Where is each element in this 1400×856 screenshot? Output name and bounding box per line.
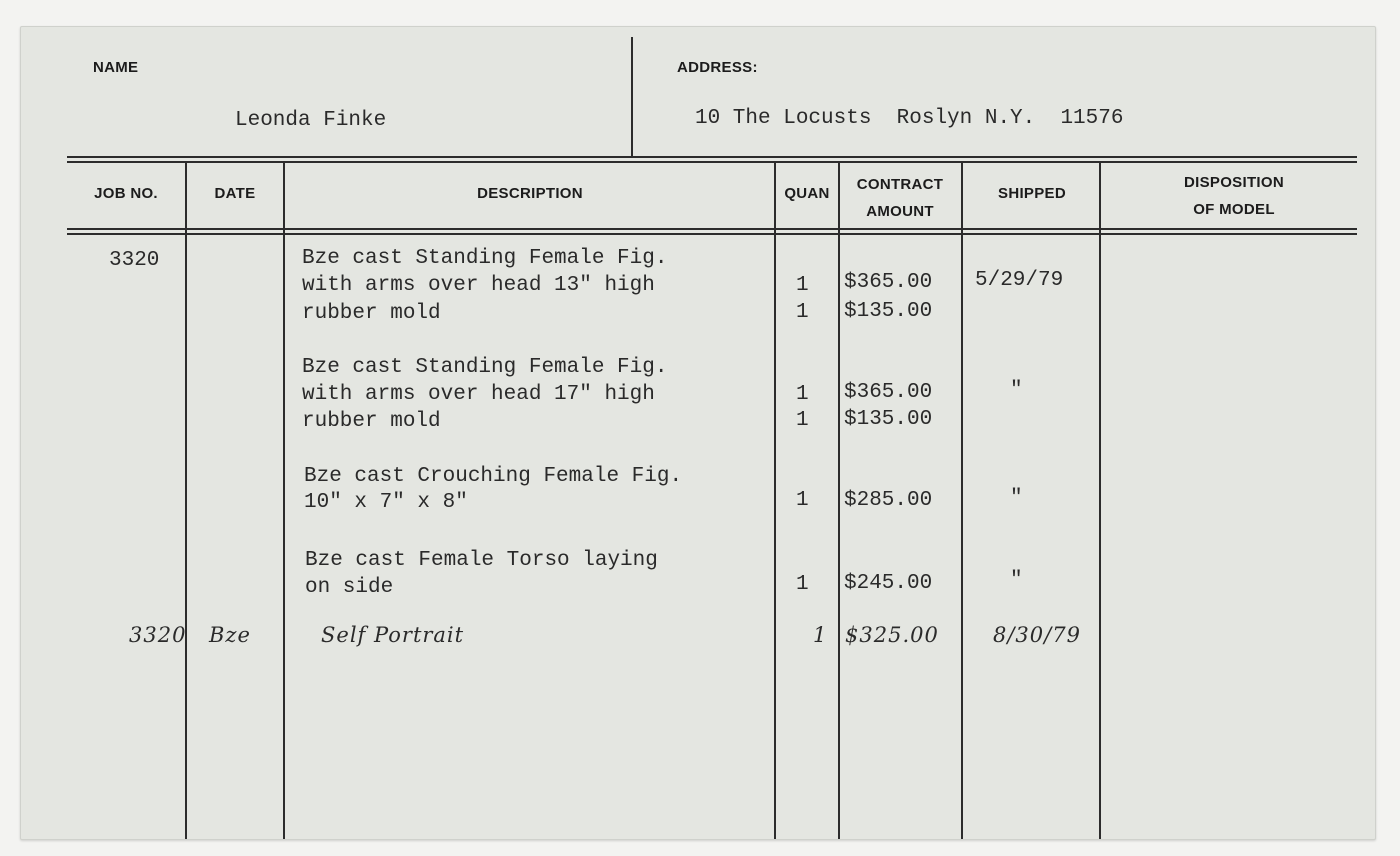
entry-1-desc-1: Bze cast Standing Female Fig. <box>302 247 668 270</box>
col-divider-amount <box>961 163 963 839</box>
entry-4-shipped-2: " <box>1010 569 1023 592</box>
entry-3-desc-2: 10" x 7" x 8" <box>304 491 468 514</box>
entry-1-quan-2: 1 <box>796 274 809 297</box>
disposition-header-line1: DISPOSITION <box>1184 174 1284 191</box>
entry-1-quan-3: 1 <box>796 301 809 324</box>
entry-2-desc-1: Bze cast Standing Female Fig. <box>302 356 668 379</box>
col-divider-quan <box>838 163 840 839</box>
entry-4-desc-1: Bze cast Female Torso laying <box>305 549 658 572</box>
entry-4-amount-2: $245.00 <box>844 572 933 595</box>
entry-1-desc-2: with arms over head 13" high <box>302 274 655 297</box>
name-address-divider <box>631 37 633 157</box>
entry-3-desc-1: Bze cast Crouching Female Fig. <box>304 465 683 488</box>
address-value: 10 The Locusts Roslyn N.Y. 11576 <box>695 107 1124 130</box>
entry-1-shipped-2: 5/29/79 <box>975 269 1064 292</box>
entry-3-amount-2: $285.00 <box>844 489 933 512</box>
contract-amount-header <box>839 171 961 225</box>
entry-2-amount-2: $365.00 <box>844 381 933 404</box>
entry-2-quan-2: 1 <box>796 383 809 406</box>
col-divider-shipped <box>1099 163 1101 839</box>
shipped-header: SHIPPED <box>998 185 1066 202</box>
entry-1-amount-3: $135.00 <box>844 300 933 323</box>
entry-3-shipped-2: " <box>1010 487 1023 510</box>
record-card <box>20 26 1376 840</box>
description-header: DESCRIPTION <box>477 185 583 202</box>
header-double-rule-a <box>67 228 1357 230</box>
handwritten-quan: 1 <box>813 623 828 647</box>
entry-2-amount-3: $135.00 <box>844 408 933 431</box>
name-value: Leonda Finke <box>235 109 387 132</box>
contract-header-line1: CONTRACT <box>856 176 944 193</box>
top-double-rule-b <box>67 161 1357 163</box>
handwritten-desc: Self Portrait <box>321 623 465 647</box>
entry-2-desc-3: rubber mold <box>302 410 441 433</box>
handwritten-date: Bze <box>209 623 251 647</box>
contract-header-line2: AMOUNT <box>866 203 934 220</box>
name-label: NAME <box>93 59 139 76</box>
disposition-header-line2: OF MODEL <box>1193 201 1275 218</box>
disposition-header <box>1101 169 1367 223</box>
entry-2-shipped-2: " <box>1010 379 1023 402</box>
col-divider-job <box>185 163 187 839</box>
col-divider-date <box>283 163 285 839</box>
quan-header: QUAN <box>784 185 830 202</box>
entry-4-desc-2: on side <box>305 576 394 599</box>
entry-3-quan-2: 1 <box>796 489 809 512</box>
handwritten-shipped: 8/30/79 <box>993 623 1081 647</box>
handwritten-job-no: 3320 <box>129 623 187 647</box>
entry-1-amount-2: $365.00 <box>844 271 933 294</box>
entry-2-quan-3: 1 <box>796 409 809 432</box>
col-divider-desc <box>774 163 776 839</box>
address-label: ADDRESS: <box>677 59 758 76</box>
job-no-header: JOB NO. <box>94 185 158 202</box>
date-header: DATE <box>214 185 256 202</box>
entry-1-desc-3: rubber mold <box>302 302 441 325</box>
entry-4-quan-2: 1 <box>796 573 809 596</box>
top-double-rule-a <box>67 156 1357 158</box>
job-no-value: 3320 <box>109 249 160 272</box>
entry-2-desc-2: with arms over head 17" high <box>302 383 655 406</box>
handwritten-amount: $325.00 <box>845 623 939 647</box>
header-double-rule-b <box>67 233 1357 235</box>
